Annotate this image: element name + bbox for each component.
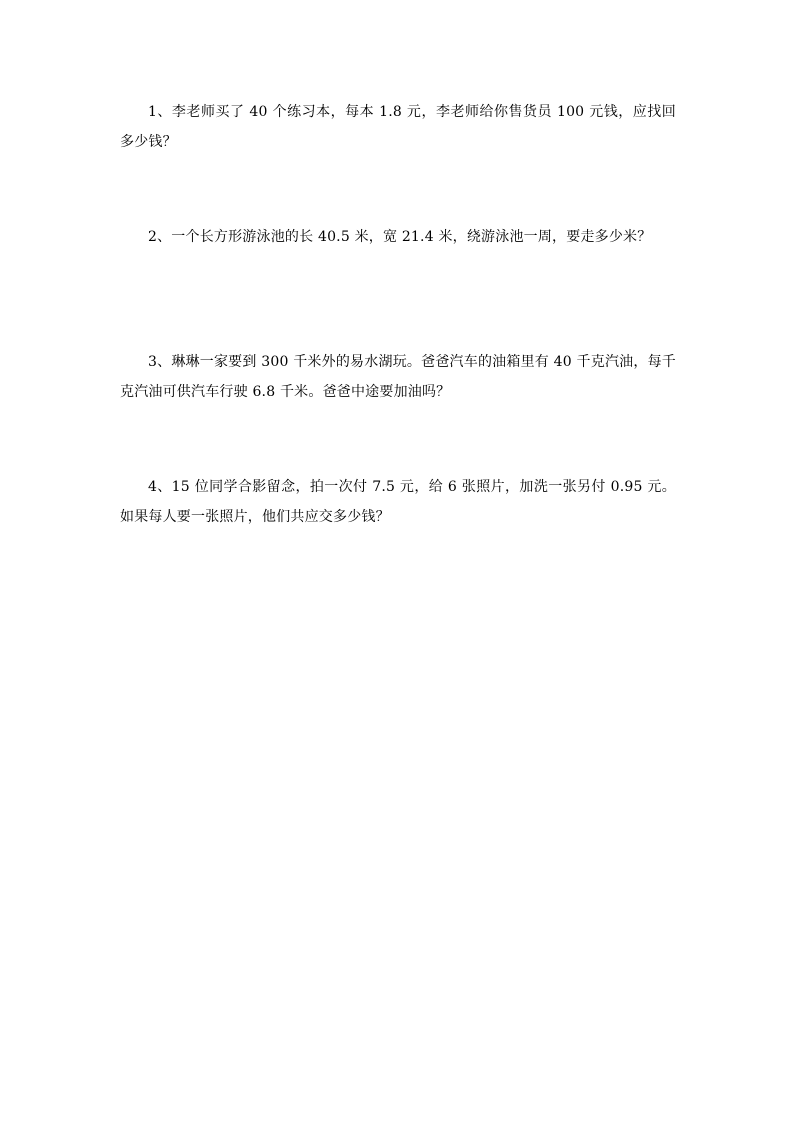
question-3: 3、琳琳一家要到 300 千米外的易水湖玩。爸爸汽车的油箱里有 40 千克汽油，每千克汽油可供汽车行驶 6.8 千米。爸爸中途要加油吗？ — [120, 354, 676, 400]
question-4: 4、15 位同学合影留念，拍一次付 7.5 元，给 6 张照片，加洗一张另付 0.95 元。如果每人要一张照片，他们共应交多少钱？ — [120, 479, 676, 525]
question-2: 2、一个长方形游泳池的长 40.5 米，宽 21.4 米，绕游泳池一周，要走多少米？ — [148, 229, 652, 245]
question-1: 1、李老师买了 40 个练习本，每本 1.8 元，李老师给你售货员 100 元钱，应找回多少钱？ — [120, 104, 676, 150]
